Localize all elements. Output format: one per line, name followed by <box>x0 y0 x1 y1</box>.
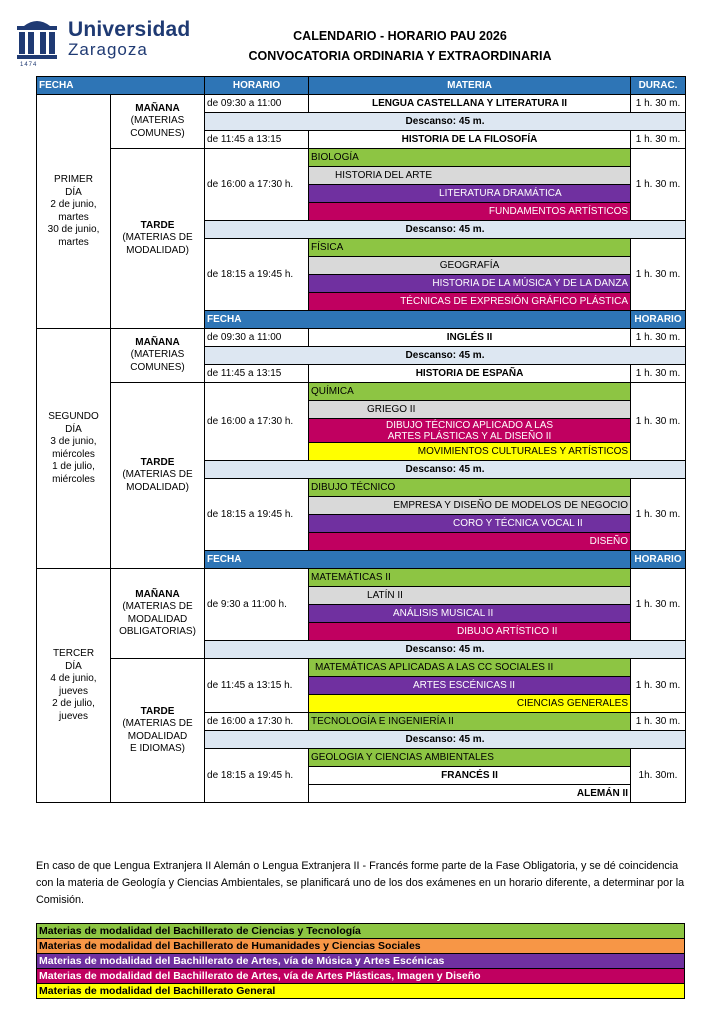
subject-cell: DIBUJO TÉCNICO <box>309 479 631 497</box>
subject-cell: ALEMÁN II <box>309 785 631 803</box>
table-row <box>37 383 686 401</box>
subject-cell: CIENCIAS GENERALES <box>309 695 631 713</box>
turn-label: TARDE (MATERIAS DE MODALIDAD E IDIOMAS) <box>111 659 205 803</box>
header-row <box>37 77 686 95</box>
time-cell: de 16:00 a 17:30 h. <box>205 713 309 731</box>
break-cell: Descanso: 45 m. <box>205 113 686 131</box>
subject-cell: DIBUJO TÉCNICO APLICADO A LAS ARTES PLÁSTICAS Y AL DISEÑO II <box>309 419 631 443</box>
header-horario: HORARIO <box>631 551 686 569</box>
subject-cell: MATEMÁTICAS II <box>309 569 631 587</box>
title-line-2: CONVOCATORIA ORDINARIA Y EXTRAORDINARIA <box>248 49 552 63</box>
table-row <box>37 329 686 347</box>
turn-label: TARDE (MATERIAS DE MODALIDAD) <box>111 383 205 569</box>
duration-cell: 1 h. 30 m. <box>631 479 686 551</box>
time-cell: de 11:45 a 13:15 <box>205 365 309 383</box>
day-label: PRIMER DÍA 2 de junio, martes 30 de junio, martes <box>37 95 111 329</box>
time-cell: de 18:15 a 19:45 h. <box>205 749 309 803</box>
duration-cell: 1 h. 30 m. <box>631 329 686 347</box>
duration-cell: 1 h. 30 m. <box>631 713 686 731</box>
subject-cell: BIOLOGÍA <box>309 149 631 167</box>
turn-label: TARDE (MATERIAS DE MODALIDAD) <box>111 149 205 329</box>
subject-cell: HISTORIA DE LA MÚSICA Y DE LA DANZA <box>309 275 631 293</box>
subject-cell: FÍSICA <box>309 239 631 257</box>
subject-cell: EMPRESA Y DISEÑO DE MODELOS DE NEGOCIO <box>309 497 631 515</box>
time-cell: de 18:15 a 19:45 h. <box>205 239 309 311</box>
subject-cell: LITERATURA DRAMÁTICA <box>309 185 631 203</box>
subject-cell: MATEMÁTICAS APLICADAS A LAS CC SOCIALES II <box>309 659 631 677</box>
schedule-table <box>36 76 686 803</box>
subject-cell: DISEÑO <box>309 533 631 551</box>
duration-cell: 1 h. 30 m. <box>631 659 686 713</box>
title-line-1: CALENDARIO - HORARIO PAU 2026 <box>293 29 507 43</box>
header-horario: HORARIO <box>631 311 686 329</box>
logo-year: 1474 <box>20 62 38 68</box>
duration-cell: 1 h. 30 m. <box>631 149 686 221</box>
turn-label: MAÑANA (MATERIAS DE MODALIDAD OBLIGATORIAS) <box>111 569 205 659</box>
page-title <box>230 26 570 66</box>
duration-cell: 1 h. 30 m. <box>631 569 686 641</box>
subject-cell: TÉCNICAS DE EXPRESIÓN GRÁFICO PLÁSTICA <box>309 293 631 311</box>
duration-cell: 1 h. 30 m. <box>631 131 686 149</box>
subject-cell: HISTORIA DEL ARTE <box>309 167 631 185</box>
subject-cell: QUÍMICA <box>309 383 631 401</box>
legend-table <box>36 923 685 999</box>
duration-cell: 1 h. 30 m. <box>631 239 686 311</box>
break-cell: Descanso: 45 m. <box>205 221 686 239</box>
header-fecha: FECHA <box>37 77 205 95</box>
time-cell: de 11:45 a 13:15 h. <box>205 659 309 713</box>
header-fecha: FECHA <box>205 551 631 569</box>
table-row <box>37 95 686 113</box>
subject-cell: INGLÉS II <box>309 329 631 347</box>
table-row <box>37 569 686 587</box>
time-cell: de 18:15 a 19:45 h. <box>205 479 309 551</box>
legend-artes-plasticas: Materias de modalidad del Bachillerato de Artes, vía de Artes Plásticas, Imagen y Diseño <box>37 969 685 984</box>
duration-cell: 1 h. 30 m. <box>631 383 686 461</box>
subject-cell: HISTORIA DE ESPAÑA <box>309 365 631 383</box>
legend-general: Materias de modalidad del Bachillerato General <box>37 984 685 999</box>
duration-cell: 1 h. 30 m. <box>631 365 686 383</box>
day-label: SEGUNDO DÍA 3 de junio, miércoles 1 de julio, miércoles <box>37 329 111 569</box>
legend-musica-escenicas: Materias de modalidad del Bachillerato de Artes, vía de Música y Artes Escénicas <box>37 954 685 969</box>
header-durac: DURAC. <box>631 77 686 95</box>
legend-ciencias-tecnologia: Materias de modalidad del Bachillerato de Ciencias y Tecnología <box>37 924 685 939</box>
turn-label: MAÑANA (MATERIAS COMUNES) <box>111 329 205 383</box>
header-horario: HORARIO <box>205 77 309 95</box>
time-cell: de 09:30 a 11:00 <box>205 95 309 113</box>
subject-cell: LATÍN II <box>309 587 631 605</box>
duration-cell: 1h. 30m. <box>631 749 686 803</box>
subject-cell: GEOLOGIA Y CIENCIAS AMBIENTALES <box>309 749 631 767</box>
time-cell: de 09:30 a 11:00 <box>205 329 309 347</box>
subject-cell: ARTES ESCÉNICAS II <box>309 677 631 695</box>
time-cell: de 11:45 a 13:15 <box>205 131 309 149</box>
subject-cell: GEOGRAFÍA <box>309 257 631 275</box>
break-cell: Descanso: 45 m. <box>205 461 686 479</box>
subject-cell: CORO Y TÉCNICA VOCAL II <box>309 515 631 533</box>
university-logo <box>14 18 214 70</box>
subject-cell: HISTORIA DE LA FILOSOFÍA <box>309 131 631 149</box>
logo-city-name: Zaragoza <box>68 40 148 59</box>
subject-cell: ANÁLISIS MUSICAL II <box>309 605 631 623</box>
subject-cell: LENGUA CASTELLANA Y LITERATURA II <box>309 95 631 113</box>
break-cell: Descanso: 45 m. <box>205 731 686 749</box>
subject-cell: FUNDAMENTOS ARTÍSTICOS <box>309 203 631 221</box>
day-label: TERCER DÍA 4 de junio, jueves 2 de julio, jueves <box>37 569 111 803</box>
note-paragraph: En caso de que Lengua Extranjera II Alemán o Lengua Extranjera II - Francés forme parte de la Fase Obligatoria, y se dé coincidencia con la materia de Geología y Ciencias Ambientales, se planificará uno de los dos exámenes en un horario diferente, a determinar por la Comisión. <box>36 860 685 906</box>
time-cell: de 16:00 a 17:30 h. <box>205 149 309 221</box>
subject-cell: TECNOLOGÍA E INGENIERÍA II <box>309 713 631 731</box>
duration-cell: 1 h. 30 m. <box>631 95 686 113</box>
table-row <box>37 149 686 167</box>
subject-cell: GRIEGO II <box>309 401 631 419</box>
legend-humanidades: Materias de modalidad del Bachillerato de Humanidades y Ciencias Sociales <box>37 939 685 954</box>
time-cell: de 16:00 a 17:30 h. <box>205 383 309 461</box>
table-row <box>37 659 686 677</box>
break-cell: Descanso: 45 m. <box>205 641 686 659</box>
subject-cell: MOVIMIENTOS CULTURALES Y ARTÍSTICOS <box>309 443 631 461</box>
logo-university-name: Universidad <box>68 18 191 41</box>
subject-cell: DIBUJO ARTÍSTICO II <box>309 623 631 641</box>
subject-cell: FRANCÉS II <box>309 767 631 785</box>
turn-label: MAÑANA (MATERIAS COMUNES) <box>111 95 205 149</box>
break-cell: Descanso: 45 m. <box>205 347 686 365</box>
header-fecha: FECHA <box>205 311 631 329</box>
header-materia: MATERIA <box>309 77 631 95</box>
time-cell: de 9:30 a 11:00 h. <box>205 569 309 641</box>
university-crest-icon <box>14 18 60 66</box>
